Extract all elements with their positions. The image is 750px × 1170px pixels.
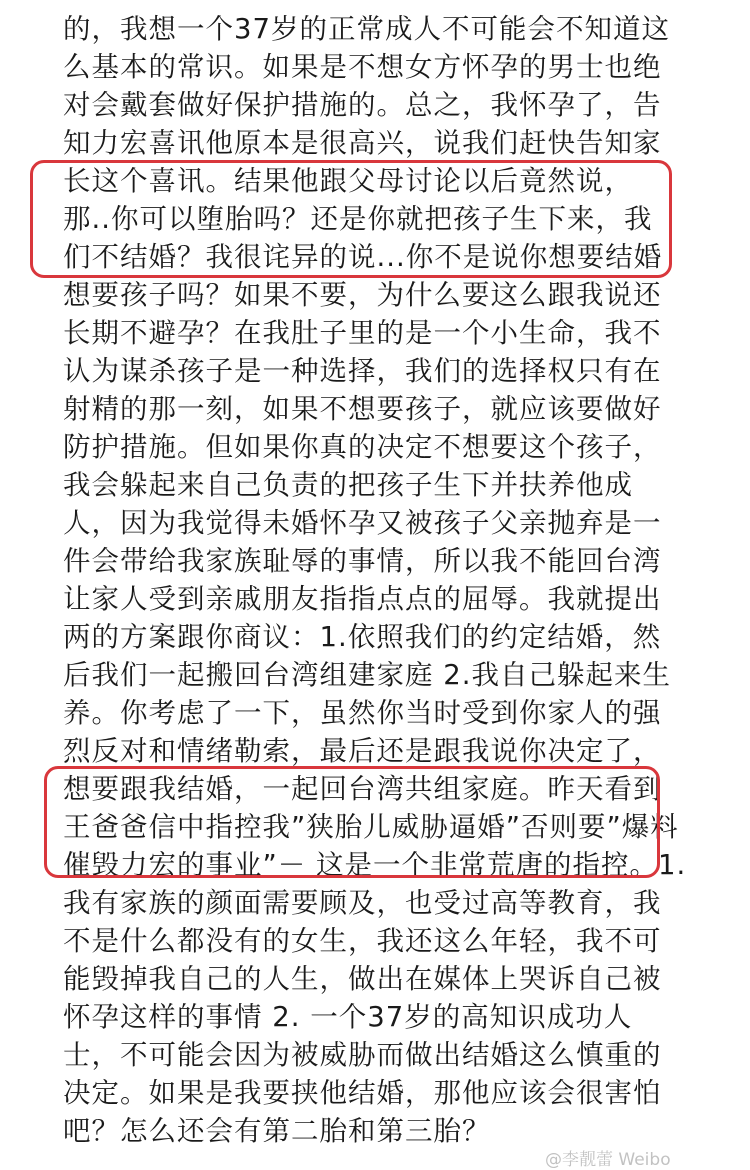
text-line: 人，因为我觉得未婚怀孕又被孩子父亲抛弃是一 <box>63 507 662 539</box>
text-line: 吧？怎么还会有第二胎和第三胎？ <box>63 1115 491 1147</box>
text-line: 决定。如果是我要挟他结婚，那他应该会很害怕 <box>63 1077 662 1109</box>
text-line: 不是什么都没有的女生，我还这么年轻，我不可 <box>63 925 662 957</box>
text-line: 对会戴套做好保护措施的。总之，我怀孕了，告 <box>63 89 662 121</box>
text-line: 们不结婚？我很诧异的说...你不是说你想要结婚 <box>63 241 663 273</box>
text-line: 两的方案跟你商议：1.依照我们的约定结婚，然 <box>63 621 662 653</box>
text-line: 想要跟我结婚，一起回台湾共组家庭。昨天看到 <box>63 773 662 805</box>
text-line: 怀孕这样的事情 2. 一个37岁的高知识成功人 <box>63 1001 633 1033</box>
text-line: 那..你可以堕胎吗？还是你就把孩子生下来，我 <box>63 203 653 235</box>
text-line: 后我们一起搬回台湾组建家庭 2.我自己躲起来生 <box>63 659 671 691</box>
text-line: 认为谋杀孩子是一种选择，我们的选择权只有在 <box>63 355 662 387</box>
text-line: 想要孩子吗？如果不要，为什么要这么跟我说还 <box>63 279 662 311</box>
text-line: 知力宏喜讯他原本是很高兴，说我们赶快告知家 <box>63 127 662 159</box>
text-line: 长这个喜讯。结果他跟父母讨论以后竟然说， <box>63 165 633 197</box>
highlight-box-second <box>44 766 660 878</box>
highlight-box-first <box>30 160 672 278</box>
text-line: 么基本的常识。如果是不想女方怀孕的男士也绝 <box>63 51 662 83</box>
text-line: 射精的那一刻，如果不想要孩子，就应该要做好 <box>63 393 662 425</box>
text-line: 王爸爸信中指控我”狭胎儿威胁逼婚”否则要”爆料 <box>63 811 679 843</box>
text-line: 烈反对和情绪勒索，最后还是跟我说你决定了， <box>63 735 662 767</box>
text-line: 件会带给我家族耻辱的事情，所以我不能回台湾 <box>63 545 662 577</box>
text-line: 养。你考虑了一下，虽然你当时受到你家人的强 <box>63 697 662 729</box>
text-line: 防护措施。但如果你真的决定不想要这个孩子， <box>63 431 662 463</box>
text-line: 我会躲起来自己负责的把孩子生下并扶养他成 <box>63 469 633 501</box>
text-line: 士，不可能会因为被威胁而做出结婚这么慎重的 <box>63 1039 662 1071</box>
text-line: 催毁力宏的事业”－ 这是一个非常荒唐的指控。1. <box>63 849 687 881</box>
text-line: 长期不避孕？在我肚子里的是一个小生命，我不 <box>63 317 662 349</box>
text-line: 能毁掉我自己的人生，做出在媒体上哭诉自己被 <box>63 963 662 995</box>
text-line: 的，我想一个37岁的正常成人不可能会不知道这 <box>63 13 670 45</box>
text-line: 让家人受到亲戚朋友指指点点的屈辱。我就提出 <box>63 583 662 615</box>
text-line: 我有家族的颜面需要顾及，也受过高等教育，我 <box>63 887 662 919</box>
watermark: @李靓蕾 Weibo <box>545 1150 671 1170</box>
